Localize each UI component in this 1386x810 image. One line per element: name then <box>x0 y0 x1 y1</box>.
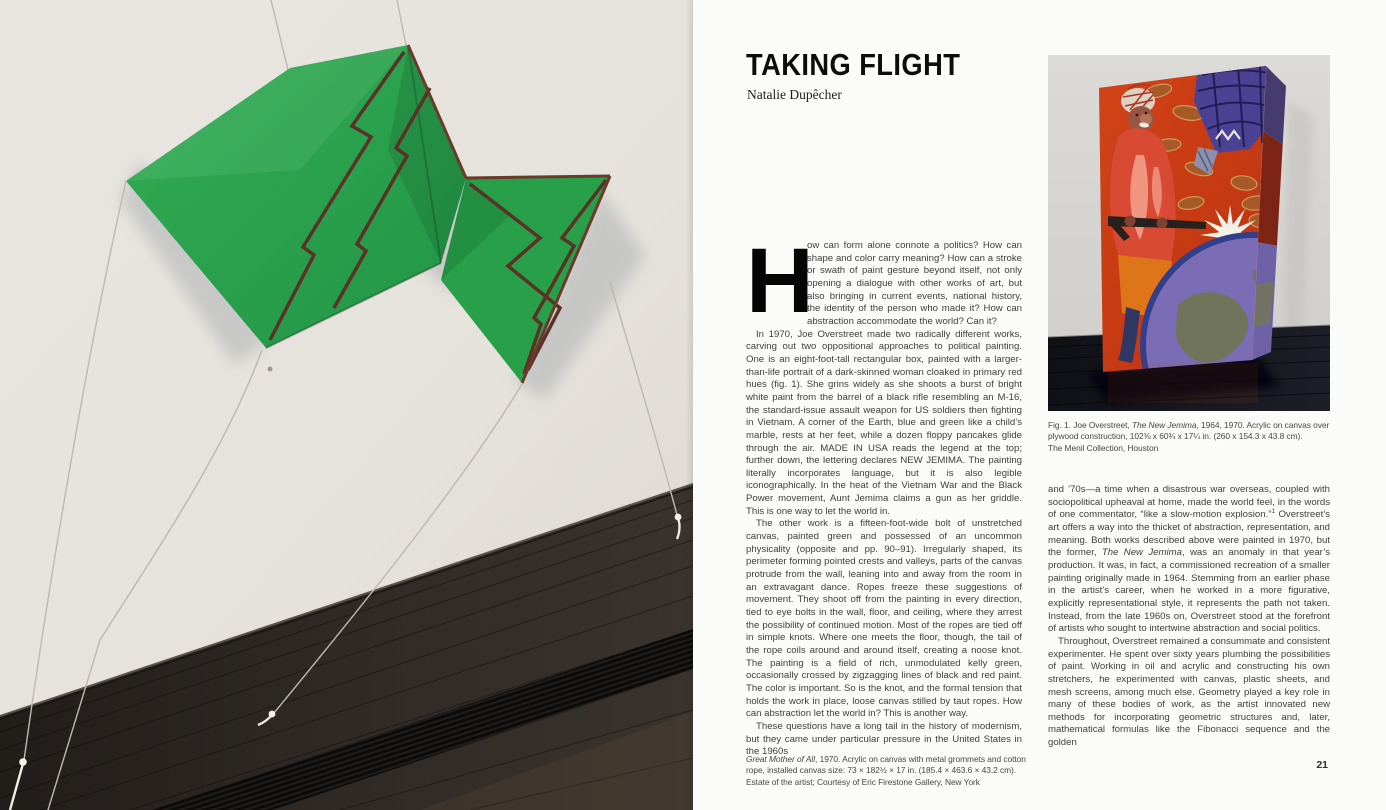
author-name: Natalie Dupêcher <box>747 87 842 102</box>
footnote-ref-1: 1 <box>1271 508 1275 516</box>
text-column-2 <box>1048 484 1330 750</box>
artwork-title-inline: The New Jemima <box>1101 547 1182 559</box>
text-column-1 <box>746 230 1022 759</box>
page-title: TAKING FLIGHT <box>746 47 961 82</box>
figure-caption <box>1048 420 1334 454</box>
drop-cap: H <box>746 230 814 332</box>
figure-caption-line2: The Menil Collection, Houston <box>1048 442 1159 453</box>
paragraph-1: H ow can form alone connote a politics? How can shape and color carry meaning? How can a stroke or swath of paint gesture beyond itself, not only opening a dialogue with other works of art, but also bringing in current events, national history, the identity of the person who made it? How can abstraction accommodate the world? Can it? <box>746 230 1022 332</box>
left-artwork-caption <box>746 754 1038 788</box>
figure-caption-artwork-title: The New Jemima <box>1131 420 1197 430</box>
paragraph-5: and ’70s—a time when a disastrous war overseas, coupled with sociopolitical upheaval at home, made the world feel, in the words of one commentator, “like a slow-motion explosion.”$^1$ Overstreet’s art offers a way into the thicket of abstraction, representation, and meaning. Both works described above were painted in 1970, but the former, The New Jemima, was an anomaly in that year’s production. It was, in fact, a commissioned recreation of a smaller painting originally made in 1964. Stemming from an earlier phase in the artist’s career, when he worked in a more figurative, explicitly representational style, it represents the path not taken. Instead, from the late 1960s on, Overstreet stood at the forefront of artists who sought to intertwine abstraction and social politics. <box>1048 484 1330 635</box>
left-caption-artwork-title: Great Mother of All <box>746 754 816 764</box>
paragraph-4: These questions have a long tail in the history of modernism, but they came under particular pressure in the United States in the 1960s <box>746 720 1022 758</box>
left-caption-credit: Estate of the artist; Courtesy of Eric Firestone Gallery, New York <box>746 776 980 787</box>
figure-1-photo <box>1048 55 1330 411</box>
paragraph-6: Throughout, Overstreet remained a consummate and consistent experimenter. He spent over sixty years plumbing the possibilities of paint. Working in oil and acrylic and constructing his own stretchers, he experimented with canvas, plastic sheets, and mesh screens, among much else. Geometry played a key role in many of these bodies of work, as the artist innovated new methods for incorporating geometric structures and, later, mathematical formulas like the Fibonacci sequence and the golden <box>1048 635 1330 749</box>
paragraph-2: In 1970, Joe Overstreet made two radically different works, carving out two oppositional approaches to political painting. One is an eight-foot-tall rectangular box, painted with a larger-than-life portrait of a dark-skinned woman cloaked in primary red hues (fig. 1). She grins widely as she shoots a burst of bright white paint from the barrel of a black rifle resembling an M-16, the standard-issue assault weapon for US soldiers then fighting in Vietnam. A corner of the Earth, blue and green like a child’s marble, rests at her feet, while a dozen floppy pancakes glide through the air. MADE IN USA reads the legend at the top; further down, the lettering declares NEW JEMIMA. The painting literally incorporates language, but it is also legible iconographically. In the heat of the Vietnam War and the Black Power movement, Aunt Jemima claims a gun as her griddle. This is one way to let the world in. <box>746 328 1022 517</box>
eye-bolt <box>268 367 273 372</box>
figure-1-art <box>1048 55 1330 411</box>
left-caption-body: Great Mother of All, 1970. Acrylic on canvas with metal grommets and cotton rope, installed canvas size: 73 × 182½ × 17 in. (185.4 × 463.6 × 43.2 cm). <box>746 754 1026 776</box>
floor-reflection <box>1108 363 1258 403</box>
essay-page <box>693 0 1386 810</box>
figure-caption-line1: Fig. 1. Joe Overstreet, The New Jemima, 1964, 1970. Acrylic on canvas over plywood construction, 102⅜ x 60¾ x 17¼ in. (260 x 154.3 x 43.8 cm). <box>1048 420 1330 442</box>
page-number: 21 <box>1316 759 1328 771</box>
paragraph-3: The other work is a fifteen-foot-wide bolt of unstretched canvas, painted green and possessed of an uncommon physicality (opposite and pp. 90–91). Irregularly shaped, its perimeter forming pointed crests and valleys, parts of the canvas protrude from the wall, leaning into and away from the room in an extravagant dance. Ropes freeze these suggestions of movement. They shoot off from the painting in every direction, tied to eye bolts in the wall, floor, and ceiling, where they arrest the possibility of continued motion. Most of the ropes are tied off in simple knots. Where one meets the floor, though, the tail of the rope coils around and around itself, creating a noose knot. The painting is a field of rich, unmodulated kelly green, occasionally crossed by zigzagging lines of black and red paint. The color is important. So is the knot, and the formal tension that holds the work in place, loose canvas stilled by taut ropes. How can abstraction let the world in? This is another way. <box>746 518 1022 720</box>
